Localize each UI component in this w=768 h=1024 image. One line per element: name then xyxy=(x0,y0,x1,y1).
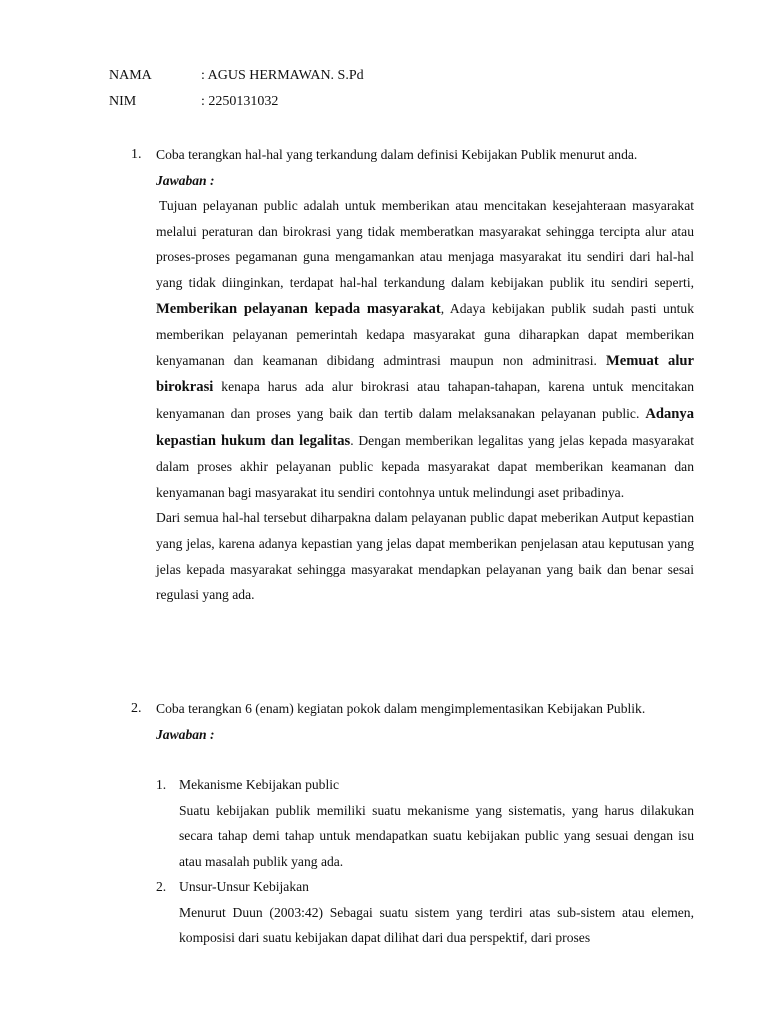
question-1-block xyxy=(156,142,694,608)
question-2-text: Coba terangkan 6 (enam) kegiatan pokok dalam mengimplementasikan Kebijakan Publik. xyxy=(156,701,646,716)
question-2-number: 2. xyxy=(131,701,142,716)
answer-1-text-g: . Dengan memberikan legalitas yang jelas kepada masyarakat dalam proses akhir pelayanan public kepada masyarakat dapat memberikan keamanan dan kenyamanan bagi masyarakat itu sendiri contohnya untuk melindungi aset pribadinya. xyxy=(156,432,694,500)
question-2-block xyxy=(156,696,694,747)
sub-item-2 xyxy=(179,874,694,951)
sub-item-1-number: 1. xyxy=(156,777,167,792)
answer-1-text-c: , Adaya kebijakan publik sudah pasti untuk memberikan pelayanan pemerintah kedapa masyarakat guna diharapkan dapat memberikan kenyamanan dan keamanan dibidang admintrasi maupun non adminitrasi. xyxy=(156,300,694,368)
answer-1-highlight-legalitas: Adanya kepastian hukum dan legalitas xyxy=(156,405,694,449)
sub-item-1-body: Suatu kebijakan publik memiliki suatu mekanisme yang sistematis, yang harus dilakukan secara tahap demi tahap untuk mendapatkan suatu kebijakan public yang sesuai dengan isu atau masalah publik yang ada. xyxy=(179,802,694,869)
question-1-answer-paragraph-1 xyxy=(156,193,694,505)
question-1-text: Coba terangkan hal-hal yang terkandung dalam definisi Kebijakan Publik menurut anda. xyxy=(156,147,638,162)
answer-1-text-e: kenapa harus ada alur birokrasi atau tahapan-tahapan, karena untuk mencitakan kenyamanan dan proses yang baik dan tertib dalam melaksanakan pelayanan public. xyxy=(156,379,694,421)
nama-label: NAMA xyxy=(109,68,152,83)
question-1-answer-paragraph-2: Dari semua hal-hal tersebut diharpakna dalam pelayanan public dapat meberikan Autput kepastian yang jelas, karena adanya kepastian yang jelas dapat memberikan penjelasan atau keputusan yang jelas kepada masyarakat sehingga masyarakat mendapkan pelayanan yang baik dan benar sesai regulasi yang ada. xyxy=(156,510,694,603)
answer-1-highlight-birokrasi: Memuat alur birokrasi xyxy=(156,352,695,396)
question-1-number: 1. xyxy=(131,147,142,162)
answer-1-highlight-pelayanan: Memberikan pelayanan kepada masyarakat xyxy=(156,300,441,317)
nim-row xyxy=(109,92,278,112)
nama-value: : AGUS HERMAWAN. S.Pd xyxy=(201,68,364,83)
sub-item-2-number: 2. xyxy=(156,879,167,894)
nama-row xyxy=(109,66,364,86)
question-1-jawaban-label: Jawaban : xyxy=(156,172,215,188)
sub-item-1 xyxy=(179,772,694,874)
sub-item-2-title: Unsur-Unsur Kebijakan xyxy=(179,879,309,894)
nim-label: NIM xyxy=(109,94,137,109)
answer-1-text-a: Tujuan pelayanan public adalah untuk memberikan atau mencitakan kesejahteraan masyarakat melalui peraturan dan birokrasi yang tidak memberatkan masyarakat sehingga tercipta alur atau proses-proses pegamanan guna mengamankan atau menjaga masyarakat itu sendiri dari hal-hal yang tidak diinginkan, terdapat hal-hal terkandung dalam kebijakan publik itu sendiri seperti, xyxy=(156,198,694,290)
question-2-jawaban-label: Jawaban : xyxy=(156,726,215,742)
nim-value: : 2250131032 xyxy=(201,94,279,109)
sub-item-1-title: Mekanisme Kebijakan public xyxy=(179,777,340,792)
sub-item-2-body: Menurut Duun (2003:42) Sebagai suatu sistem yang terdiri atas sub-sistem atau elemen, komposisi dari suatu kebijakan dapat dilihat dari dua perspektif, dari proses xyxy=(179,904,694,946)
